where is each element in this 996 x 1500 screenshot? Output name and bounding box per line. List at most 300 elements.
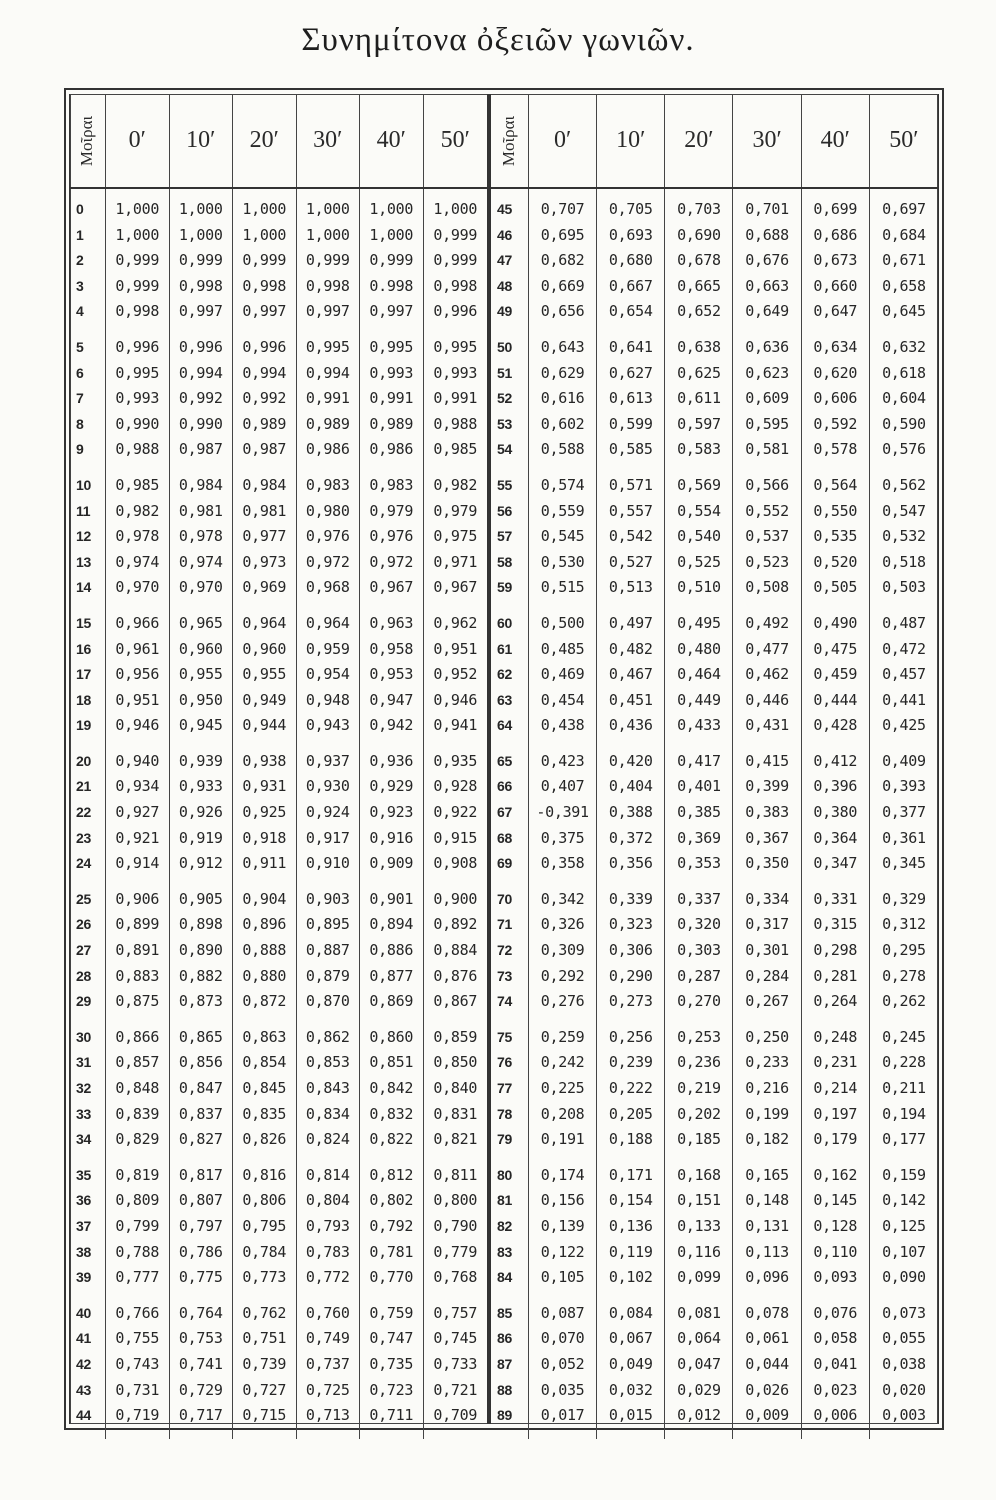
- row-group: [491, 611, 528, 739]
- cosine-value-cell: 0,973: [242, 552, 287, 571]
- minutes-column-40: [802, 189, 870, 1439]
- minutes-header-20: 20′: [233, 94, 297, 187]
- row-group: [529, 335, 596, 463]
- row-group: [297, 1163, 360, 1291]
- degree-cell: 20: [76, 752, 91, 769]
- cosine-value-cell: 0,845: [242, 1079, 287, 1097]
- degree-cell: 39: [76, 1269, 91, 1286]
- cosine-value-cell: 0,944: [242, 716, 287, 735]
- cosine-value-cell: 0,475: [813, 639, 858, 658]
- cosine-value-cell: 0,781: [369, 1242, 414, 1261]
- cosine-value-cell: 0,423: [540, 751, 585, 770]
- cosine-value-cell: 0,569: [677, 475, 721, 494]
- cosine-value-cell: 0,937: [305, 751, 350, 770]
- cosine-value-cell: 0,102: [608, 1268, 653, 1287]
- row-group: [802, 887, 869, 1015]
- cosine-value-cell: 0,775: [178, 1268, 223, 1287]
- cosine-value-cell: 0,372: [608, 828, 653, 847]
- cosine-value-cell: 0,139: [540, 1216, 585, 1235]
- cosine-value-cell: 0,067: [608, 1329, 653, 1348]
- cosine-value-cell: 0,505: [813, 578, 858, 597]
- cosine-value-cell: 0,462: [745, 665, 789, 684]
- cosine-value-cell: 1,000: [242, 200, 287, 218]
- row-group: [170, 1301, 233, 1429]
- cosine-value-cell: 0,904: [242, 889, 287, 908]
- row-group: [870, 611, 938, 739]
- cosine-value-cell: 0,896: [242, 915, 287, 934]
- cosine-value-cell: 0,949: [242, 690, 287, 709]
- cosine-value-cell: 0,848: [115, 1079, 160, 1097]
- cosine-value-cell: 1,000: [433, 200, 478, 218]
- cosine-value-cell: 0,377: [882, 803, 926, 822]
- row-group: [529, 1163, 596, 1291]
- cosine-value-cell: 0,064: [677, 1329, 721, 1348]
- cosine-value-cell: 0,629: [540, 363, 585, 382]
- cosine-value-cell: 0,604: [882, 389, 926, 408]
- row-group: [233, 887, 296, 1015]
- degree-cell: 73: [497, 967, 512, 984]
- cosine-value-cell: 0,454: [540, 690, 585, 709]
- degree-cell: 49: [497, 303, 512, 320]
- cosine-value-cell: 0,999: [369, 251, 414, 270]
- cosine-value-cell: 0,409: [882, 751, 926, 770]
- cosine-value-cell: 0,361: [882, 828, 926, 847]
- cosine-value-cell: 0,997: [305, 302, 350, 321]
- cosine-value-cell: 0,287: [677, 966, 721, 985]
- cosine-value-cell: 0,638: [677, 337, 721, 356]
- cosine-value-cell: 0,133: [677, 1216, 721, 1235]
- cosine-value-cell: 0,905: [178, 889, 223, 908]
- cosine-value-cell: 0,334: [745, 889, 789, 908]
- cosine-value-cell: 0,477: [745, 639, 789, 658]
- cosine-value-cell: 0,148: [745, 1191, 789, 1210]
- cosine-value-cell: 0,964: [305, 613, 350, 632]
- cosine-value-cell: 0,023: [813, 1380, 858, 1399]
- table-body-left: [70, 189, 487, 1424]
- cosine-value-cell: 0,061: [745, 1329, 789, 1348]
- row-group: [491, 1025, 528, 1153]
- cosine-value-cell: 0,859: [433, 1027, 478, 1046]
- row-group: [529, 1025, 596, 1153]
- cosine-value-cell: 1,000: [369, 225, 414, 244]
- cosine-value-cell: 0,388: [608, 803, 653, 822]
- cosine-value-cell: 0,959: [305, 639, 350, 658]
- cosine-value-cell: 0,984: [178, 475, 223, 494]
- cosine-value-cell: 0,202: [677, 1104, 721, 1123]
- cosine-value-cell: 0,467: [608, 665, 653, 684]
- degree-cell: 31: [76, 1054, 91, 1071]
- cosine-value-cell: 0,984: [242, 475, 287, 494]
- cosine-value-cell: 0,562: [882, 475, 926, 494]
- minutes-column-0: [529, 189, 597, 1439]
- cosine-value-cell: 0,401: [677, 777, 721, 796]
- degrees-column-header: [70, 94, 106, 187]
- row-group: [529, 887, 596, 1015]
- row-group: [106, 1163, 169, 1291]
- cosine-value-cell: 0,225: [540, 1079, 585, 1097]
- row-group: [870, 197, 938, 325]
- degrees-column-header: [491, 94, 529, 187]
- cosine-value-cell: 0,125: [882, 1216, 926, 1235]
- cosine-value-cell: 0,711: [369, 1406, 414, 1425]
- row-group: [360, 887, 423, 1015]
- cosine-value-cell: 0,946: [433, 690, 478, 709]
- cosine-value-cell: 0,952: [433, 665, 478, 684]
- cosine-value-cell: 0,772: [305, 1268, 350, 1287]
- cosine-value-cell: 0,936: [369, 751, 414, 770]
- degree-cell: 66: [497, 778, 512, 795]
- cosine-value-cell: 0,119: [608, 1242, 653, 1261]
- cosine-value-cell: 1,000: [178, 225, 223, 244]
- cosine-value-cell: 0,345: [882, 854, 926, 873]
- cosine-value-cell: 0,996: [433, 302, 478, 321]
- row-group: [491, 1163, 528, 1291]
- minutes-column-30: [733, 189, 801, 1439]
- degree-cell: 34: [76, 1131, 91, 1148]
- cosine-value-cell: 0,729: [178, 1380, 223, 1399]
- cosine-value-cell: 0,174: [540, 1165, 585, 1184]
- cosine-value-cell: 0,358: [540, 854, 585, 873]
- cosine-value-cell: 0,003: [882, 1406, 926, 1425]
- cosine-value-cell: 0,986: [305, 440, 350, 459]
- cosine-value-cell: 0,154: [608, 1191, 653, 1210]
- cosine-value-cell: 0,219: [677, 1079, 721, 1097]
- cosine-value-cell: 0,895: [305, 915, 350, 934]
- row-group: [360, 473, 423, 601]
- row-group: [70, 197, 105, 325]
- cosine-value-cell: 0,992: [242, 389, 287, 408]
- cosine-value-cell: 0,329: [882, 889, 926, 908]
- cosine-value-cell: 0,953: [369, 665, 414, 684]
- row-group: [529, 1301, 596, 1429]
- cosine-value-cell: 0,834: [305, 1104, 350, 1123]
- degree-cell: 32: [76, 1080, 91, 1096]
- cosine-value-cell: 0,433: [677, 716, 721, 735]
- cosine-value-cell: 0,950: [178, 690, 223, 709]
- cosine-value-cell: 0,495: [677, 613, 721, 632]
- cosine-value-cell: 0,713: [305, 1406, 350, 1425]
- row-group: [70, 1301, 105, 1429]
- cosine-value-cell: 0,901: [369, 889, 414, 908]
- degree-cell: 51: [497, 364, 512, 381]
- degree-cell: 14: [76, 579, 91, 596]
- minutes-header-50: 50′: [889, 127, 919, 153]
- cosine-value-cell: 0,197: [813, 1104, 858, 1123]
- cosine-value-cell: 0,222: [608, 1079, 653, 1097]
- minutes-column-50: [870, 189, 938, 1439]
- degree-cell: 37: [76, 1217, 91, 1234]
- degree-cell: 26: [76, 916, 91, 933]
- cosine-value-cell: 0,991: [433, 389, 478, 408]
- cosine-value-cell: 0,688: [745, 225, 789, 244]
- degree-cell: 65: [497, 752, 512, 769]
- cosine-value-cell: 0,412: [813, 751, 858, 770]
- cosine-value-cell: 0,032: [608, 1380, 653, 1399]
- cosine-value-cell: 0,618: [882, 363, 926, 382]
- degree-cell: 13: [76, 553, 91, 570]
- row-group: [665, 611, 732, 739]
- cosine-value-cell: 0,660: [813, 276, 858, 295]
- cosine-value-cell: 1,000: [242, 225, 287, 244]
- cosine-value-cell: 0,837: [178, 1104, 223, 1123]
- cosine-value-cell: 0,369: [677, 828, 721, 847]
- row-group: [360, 335, 423, 463]
- cosine-value-cell: 0,581: [745, 440, 789, 459]
- cosine-value-cell: 0,999: [433, 225, 478, 244]
- degree-cell: 56: [497, 502, 512, 519]
- cosine-value-cell: 0,645: [882, 302, 926, 321]
- cosine-value-cell: 0,090: [882, 1268, 926, 1287]
- cosine-value-cell: 0,784: [242, 1242, 287, 1261]
- degree-cell: 78: [497, 1105, 512, 1122]
- cosine-value-cell: 0,991: [305, 389, 350, 408]
- cosine-value-cell: 0,326: [540, 915, 585, 934]
- cosine-value-cell: 0,964: [242, 613, 287, 632]
- row-group: [360, 197, 423, 325]
- degree-cell: 70: [497, 890, 512, 907]
- degree-cell: 69: [497, 855, 512, 872]
- cosine-value-cell: 0,464: [677, 665, 721, 684]
- degree-cell: 48: [497, 277, 512, 294]
- row-group: [170, 197, 233, 325]
- row-group: [491, 473, 528, 601]
- cosine-value-cell: 0,191: [540, 1130, 585, 1149]
- cosine-value-cell: 0,910: [305, 854, 350, 873]
- degree-cell: 28: [76, 967, 91, 984]
- degree-cell: 76: [497, 1054, 512, 1071]
- cosine-value-cell: 0,979: [433, 501, 478, 520]
- cosine-value-cell: 0,945: [178, 716, 223, 735]
- cosine-value-cell: 0,177: [882, 1130, 926, 1149]
- cosine-value-cell: 0,557: [608, 501, 653, 520]
- cosine-value-cell: 0,867: [433, 992, 478, 1011]
- cosine-value-cell: 0,497: [608, 613, 653, 632]
- cosine-value-cell: 0,812: [369, 1165, 414, 1184]
- cosine-value-cell: 0,777: [115, 1268, 160, 1287]
- cosine-value-cell: 0,994: [178, 363, 223, 382]
- minutes-header-10: 10′: [597, 94, 665, 187]
- cosine-value-cell: 0,165: [745, 1165, 789, 1184]
- cosine-value-cell: 0,044: [745, 1354, 789, 1373]
- degree-cell: 87: [497, 1355, 512, 1372]
- cosine-value-cell: 0,779: [433, 1242, 478, 1261]
- cosine-value-cell: 0,649: [745, 302, 789, 321]
- cosine-value-cell: 0,743: [115, 1354, 160, 1373]
- row-group: [491, 1301, 528, 1429]
- cosine-value-cell: 0,156: [540, 1191, 585, 1210]
- cosine-value-cell: 0,933: [178, 777, 223, 796]
- cosine-value-cell: 0,259: [540, 1027, 585, 1046]
- cosine-value-cell: 0,766: [115, 1303, 160, 1322]
- degree-cell: 80: [497, 1166, 512, 1183]
- cosine-value-cell: 0,941: [433, 716, 478, 735]
- row-group: [597, 1163, 664, 1291]
- degree-cell: 7: [76, 390, 84, 407]
- cosine-value-cell: 0,399: [745, 777, 789, 796]
- cosine-value-cell: 0,827: [178, 1130, 223, 1149]
- row-group: [597, 749, 664, 877]
- cosine-value-cell: 0,876: [433, 966, 478, 985]
- cosine-value-cell: 0,256: [608, 1027, 653, 1046]
- degree-cell: 59: [497, 579, 512, 596]
- cosine-value-cell: 0,857: [115, 1053, 160, 1072]
- row-group: [733, 1301, 800, 1429]
- cosine-value-cell: 0,632: [882, 337, 926, 356]
- minutes-header-30: 30′: [733, 94, 801, 187]
- cosine-value-cell: 0,869: [369, 992, 414, 1011]
- cosine-value-cell: 0,312: [882, 915, 926, 934]
- row-group: [360, 611, 423, 739]
- cosine-value-cell: 0,938: [242, 751, 287, 770]
- cosine-value-cell: 0,547: [882, 501, 926, 520]
- degree-cell: 27: [76, 942, 91, 959]
- cosine-value-cell: 0,654: [608, 302, 653, 321]
- row-group: [802, 1301, 869, 1429]
- row-group: [233, 1025, 296, 1153]
- degree-cell: 52: [497, 390, 512, 407]
- cosine-value-cell: 0,485: [540, 639, 585, 658]
- cosine-value-cell: 0,415: [745, 751, 789, 770]
- row-group: [870, 1301, 938, 1429]
- cosine-value-cell: 0,107: [882, 1242, 926, 1261]
- minutes-column-20: [665, 189, 733, 1439]
- cosine-value-cell: 0,965: [178, 613, 223, 632]
- row-group: [70, 1025, 105, 1153]
- cosine-value-cell: 0,367: [745, 828, 789, 847]
- cosine-value-cell: 0,273: [608, 992, 653, 1011]
- row-group: [870, 335, 938, 463]
- cosine-value-cell: 0,595: [745, 414, 789, 433]
- cosine-value-cell: 0,627: [608, 363, 653, 382]
- cosine-value-cell: 0,128: [813, 1216, 858, 1235]
- cosine-value-cell: 0,606: [813, 389, 858, 408]
- cosine-value-cell: 0,759: [369, 1303, 414, 1322]
- cosine-value-cell: 0,875: [115, 992, 160, 1011]
- cosine-value-cell: 0,058: [813, 1329, 858, 1348]
- cosine-value-cell: 0,891: [115, 941, 160, 960]
- cosine-value-cell: 0,898: [178, 915, 223, 934]
- cosine-value-cell: 0,997: [242, 302, 287, 321]
- cosine-value-cell: 0,292: [540, 966, 585, 985]
- degree-cell: 16: [76, 640, 91, 657]
- cosine-value-cell: 0,806: [242, 1191, 287, 1210]
- row-group: [733, 1025, 800, 1153]
- cosine-value-cell: 0,142: [882, 1191, 926, 1210]
- row-group: [597, 1301, 664, 1429]
- cosine-table-left: [69, 94, 488, 1424]
- minutes-column-10: [170, 189, 234, 1439]
- cosine-value-cell: 0,934: [115, 777, 160, 796]
- cosine-value-cell: 0,663: [745, 276, 789, 295]
- cosine-value-cell: 0,783: [305, 1242, 350, 1261]
- cosine-value-cell: 0,245: [882, 1027, 926, 1046]
- cosine-value-cell: 0,832: [369, 1104, 414, 1123]
- cosine-value-cell: 0,656: [540, 302, 585, 321]
- cosine-value-cell: 0,709: [433, 1406, 478, 1425]
- cosine-value-cell: 1,000: [305, 225, 350, 244]
- cosine-value-cell: 0,860: [369, 1027, 414, 1046]
- cosine-value-cell: 0,727: [242, 1380, 287, 1399]
- cosine-value-cell: 0,831: [433, 1104, 478, 1123]
- row-group: [597, 1025, 664, 1153]
- degree-cell: 10: [76, 476, 91, 493]
- row-group: [491, 749, 528, 877]
- cosine-value-cell: 0,996: [242, 337, 287, 356]
- cosine-value-cell: 0,652: [677, 302, 721, 321]
- cosine-value-cell: 0,866: [115, 1027, 160, 1046]
- cosine-value-cell: 0,703: [677, 200, 721, 218]
- row-group: [424, 611, 488, 739]
- row-group: [170, 611, 233, 739]
- cosine-value-cell: 0,951: [433, 639, 478, 658]
- cosine-value-cell: 0,500: [540, 613, 585, 632]
- cosine-value-cell: 0,790: [433, 1216, 478, 1235]
- cosine-value-cell: 0,253: [677, 1027, 721, 1046]
- cosine-value-cell: 0,954: [305, 665, 350, 684]
- row-group: [424, 887, 488, 1015]
- cosine-value-cell: 1,000: [115, 200, 160, 218]
- cosine-value-cell: 0,960: [178, 639, 223, 658]
- row-group: [733, 197, 800, 325]
- cosine-value-cell: 0,993: [433, 363, 478, 382]
- cosine-value-cell: 0,981: [178, 501, 223, 520]
- cosine-value-cell: 0,997: [178, 302, 223, 321]
- cosine-value-cell: 0,131: [745, 1216, 789, 1235]
- cosine-value-cell: 0,862: [305, 1027, 350, 1046]
- cosine-value-cell: 0,989: [242, 414, 287, 433]
- minutes-header-40: 40′: [802, 94, 870, 187]
- row-group: [233, 473, 296, 601]
- cosine-value-cell: 0,999: [178, 251, 223, 270]
- row-group: [597, 887, 664, 1015]
- cosine-value-cell: 0,012: [677, 1406, 721, 1425]
- cosine-value-cell: 0,856: [178, 1053, 223, 1072]
- cosine-value-cell: 0,731: [115, 1380, 160, 1399]
- cosine-value-cell: 0,814: [305, 1165, 350, 1184]
- cosine-value-cell: 0,835: [242, 1104, 287, 1123]
- cosine-value-cell: 0,231: [813, 1053, 858, 1072]
- cosine-value-cell: 0,182: [745, 1130, 789, 1149]
- cosine-value-cell: 0,446: [745, 690, 789, 709]
- row-group: [360, 1163, 423, 1291]
- cosine-value-cell: 0,472: [882, 639, 926, 658]
- cosine-value-cell: 0,532: [882, 527, 926, 546]
- row-group: [870, 473, 938, 601]
- cosine-value-cell: 0,658: [882, 276, 926, 295]
- cosine-value-cell: 0,914: [115, 854, 160, 873]
- cosine-value-cell: 0,887: [305, 941, 350, 960]
- cosine-value-cell: 0,270: [677, 992, 721, 1011]
- cosine-value-cell: 0,518: [882, 552, 926, 571]
- cosine-value-cell: 0,816: [242, 1165, 287, 1184]
- cosine-value-cell: 0,985: [433, 440, 478, 459]
- cosine-value-cell: 0,684: [882, 225, 926, 244]
- row-group: [733, 749, 800, 877]
- row-group: [106, 749, 169, 877]
- cosine-value-cell: 0,331: [813, 889, 858, 908]
- cosine-value-cell: 0,323: [608, 915, 653, 934]
- cosine-value-cell: 0,438: [540, 716, 585, 735]
- cosine-value-cell: 0,982: [115, 501, 160, 520]
- cosine-value-cell: 0,800: [433, 1191, 478, 1210]
- cosine-value-cell: 0,927: [115, 803, 160, 822]
- cosine-value-cell: 0,284: [745, 966, 789, 985]
- cosine-value-cell: 0,585: [608, 440, 653, 459]
- degree-cell: 72: [497, 942, 512, 959]
- cosine-value-cell: 0,989: [369, 414, 414, 433]
- cosine-table-right: [488, 94, 939, 1424]
- degree-cell: 2: [76, 252, 84, 269]
